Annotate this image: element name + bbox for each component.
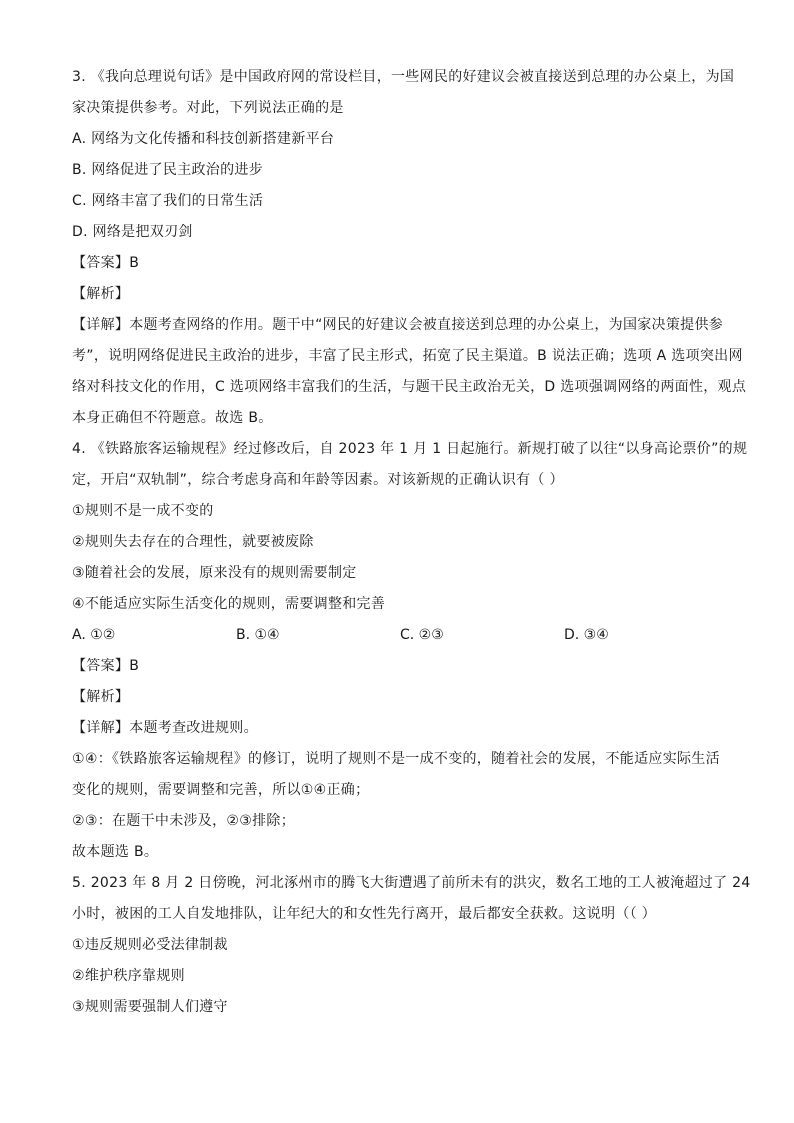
question-3 [72,62,747,434]
question-3-detail-line-1: 【详解】本题考查网络的作用。题干中“网民的好建议会被直接送到总理的办公桌上，为国家决策提供参 [72,317,724,333]
question-4-statement-4: ④不能适应实际生活变化的规则，需要调整和完善 [72,596,386,612]
question-5-statement-3: ③规则需要强制人们遵守 [72,999,228,1015]
question-5-statement-2: ②维护秩序靠规则 [72,968,185,984]
question-4-answer: 【答案】B [72,658,140,674]
question-4-options [72,620,728,651]
question-3-option-a: A. 网络为文化传播和科技创新搭建新平台 [72,131,335,147]
question-3-option-b: B. 网络促进了民主政治的进步 [72,162,264,178]
question-4-option-c: C. ②③ [400,627,444,643]
question-4-detail-line-5: 故本题选 B。 [72,844,159,860]
question-4-option-d: D. ③④ [564,627,609,643]
question-4-option-b: B. ①④ [236,627,280,643]
document-page [72,62,751,1023]
question-3-stem-line-1: 3. 《我向总理说句话》是中国政府网的常设栏目，一些网民的好建议会被直接送到总理的办公桌上，为国 [72,69,735,85]
question-5-statement-1: ①违反规则必受法律制裁 [72,937,228,953]
question-3-option-c: C. 网络丰富了我们的日常生活 [72,193,264,209]
question-5 [72,868,751,1023]
question-4-statement-2: ②规则失去存在的合理性，就要被废除 [72,534,314,550]
question-4-stem-line-1: 4. 《铁路旅客运输规程》经过修改后，自 2023 年 1 月 1 日起施行。新规打破了以往“以身高论票价”的规 [72,441,748,457]
question-4-analysis-label: 【解析】 [72,689,130,705]
question-4 [72,434,748,868]
question-4-detail-line-1: 【详解】本题考查改进规则。 [72,720,258,736]
question-3-option-d: D. 网络是把双刃剑 [72,224,193,240]
question-4-detail-line-2: ①④：《铁路旅客运输规程》的修订，说明了规则不是一成不变的，随着社会的发展，不能适应实际生活 [72,751,720,767]
question-4-detail-line-4: ②③：在题干中未涉及，②③排除； [72,813,296,829]
question-4-detail-line-3: 变化的规则，需要调整和完善，所以①④正确； [72,782,370,798]
question-3-analysis-label: 【解析】 [72,286,130,302]
question-3-answer: 【答案】B [72,255,140,271]
question-3-detail-line-3: 络对科技文化的作用，C 选项网络丰富我们的生活，与题干民主政治无关，D 选项强调网络的两面性，观点 [72,379,747,395]
question-4-statement-3: ③随着社会的发展，原来没有的规则需要制定 [72,565,357,581]
question-3-detail-line-2: 考”，说明网络促进民主政治的进步，丰富了民主形式，拓宽了民主渠道。B 说法正确；选项 A 选项突出网 [72,348,743,364]
question-3-detail-line-4: 本身正确但不符题意。故选 B。 [72,410,273,426]
question-5-stem-line-2: 小时，被困的工人自发地排队，让年纪大的和女性先行离开，最后都安全获救。这说明（（ ） [72,906,657,922]
question-4-stem-line-2: 定，开启“双轨制”，综合考虑身高和年龄等因素。对该新规的正确认识有（ ） [72,472,564,488]
question-3-stem-line-2: 家决策提供参考。对此，下列说法正确的是 [72,100,344,116]
question-4-statement-1: ①规则不是一成不变的 [72,503,214,519]
question-5-stem-line-1: 5. 2023 年 8 月 2 日傍晚，河北涿州市的腾飞大街遭遇了前所未有的洪灾，数名工地的工人被淹超过了 24 [72,875,751,891]
question-4-option-a: A. ①② [72,627,116,643]
